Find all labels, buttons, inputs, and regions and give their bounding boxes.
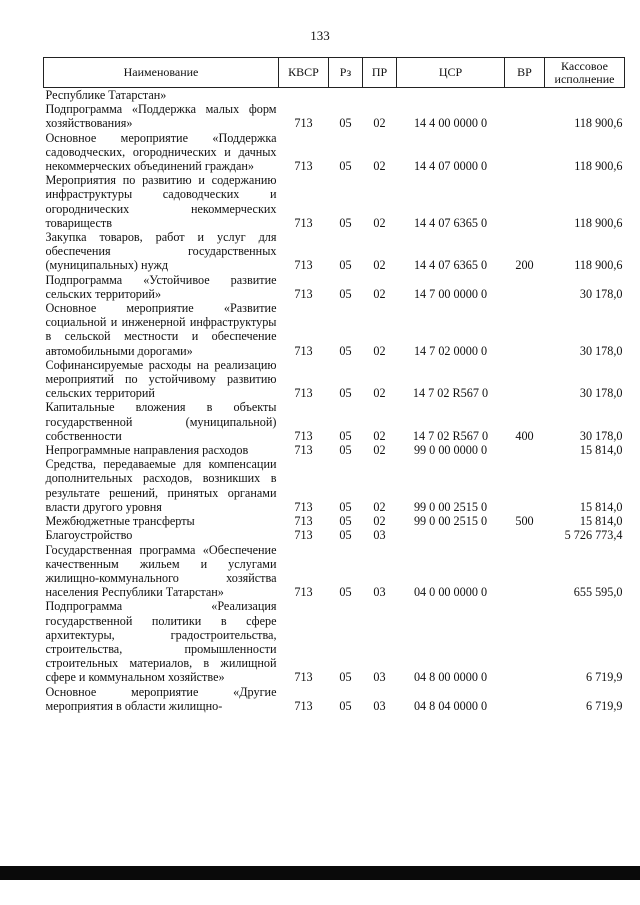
row-kvsr: 713	[294, 116, 313, 131]
table-row	[44, 88, 625, 103]
row-rz: 05	[339, 514, 352, 529]
table-row	[44, 131, 625, 174]
row-pr: 02	[373, 116, 386, 131]
row-rz: 05	[339, 286, 352, 301]
row-vr	[505, 131, 545, 174]
row-name: Подпрограмма «Поддержка малых форм хозяйствования»	[45, 102, 277, 131]
row-kvsr: 713	[294, 443, 313, 458]
row-pr: 02	[373, 514, 386, 529]
row-csr	[397, 88, 505, 103]
row-vr	[505, 528, 545, 542]
row-csr: 14 7 02 R567 0	[412, 428, 489, 443]
row-csr: 99 0 00 2515 0	[413, 514, 488, 529]
row-amount: 30 178,0	[579, 286, 623, 301]
row-pr: 03	[373, 585, 386, 600]
row-rz: 05	[339, 428, 352, 443]
row-csr: 14 7 00 0000 0	[413, 286, 488, 301]
row-vr	[505, 685, 545, 713]
row-amount: 118 900,6	[574, 116, 623, 131]
row-name: Основное мероприятие «Развитие социальной и инженерной инфраструктуры в сельской местности и обеспечение автомобильными дорогами»	[45, 301, 277, 358]
row-csr: 99 0 00 0000 0	[413, 443, 488, 458]
row-vr: 400	[515, 428, 534, 443]
row-rz: 05	[339, 386, 352, 401]
row-rz: 05	[339, 443, 352, 458]
table-row	[44, 273, 625, 301]
row-vr	[505, 173, 545, 230]
row-amount: 5 726 773,4	[564, 528, 623, 543]
row-kvsr: 713	[294, 514, 313, 529]
header-vr: ВР	[505, 58, 545, 88]
row-kvsr: 713	[294, 386, 313, 401]
row-rz	[329, 88, 363, 103]
row-vr: 500	[515, 514, 534, 529]
row-kvsr: 713	[294, 428, 313, 443]
row-amount: 118 900,6	[574, 159, 623, 174]
row-name: Мероприятия по развитию и содержанию инфраструктуры садоводческих и огороднических некоммерческих товариществ	[45, 173, 277, 230]
row-pr: 02	[373, 286, 386, 301]
row-pr: 03	[373, 698, 386, 713]
row-vr	[505, 457, 545, 514]
row-csr: 14 7 02 0000 0	[413, 343, 488, 358]
row-csr: 14 4 07 0000 0	[413, 159, 488, 174]
row-amount: 15 814,0	[579, 443, 623, 458]
row-csr: 14 7 02 R567 0	[412, 386, 489, 401]
row-amount: 15 814,0	[579, 499, 623, 514]
table-row	[44, 301, 625, 358]
row-vr	[505, 102, 545, 130]
row-rz: 05	[339, 159, 352, 174]
row-pr: 02	[373, 258, 386, 273]
row-csr	[397, 528, 505, 542]
row-kvsr: 713	[294, 499, 313, 514]
table-row	[44, 230, 625, 273]
row-pr: 02	[373, 159, 386, 174]
row-kvsr: 713	[294, 159, 313, 174]
row-amount: 118 900,6	[574, 258, 623, 273]
row-rz: 05	[339, 585, 352, 600]
row-name: Основное мероприятие «Поддержка садоводческих, огороднических и дачных некоммерческих объединений граждан»	[45, 130, 277, 174]
scan-edge-bar	[0, 866, 640, 880]
row-pr	[363, 88, 397, 103]
header-csr: ЦСР	[397, 58, 505, 88]
row-name: Закупка товаров, работ и услуг для обеспечения государственных (муниципальных) нужд	[45, 230, 277, 273]
row-pr: 02	[373, 499, 386, 514]
row-csr: 99 0 00 2515 0	[413, 499, 488, 514]
table-row	[44, 599, 625, 684]
row-amount: 15 814,0	[579, 514, 623, 529]
row-amount	[545, 88, 625, 103]
row-name: Межбюджетные трансферты	[45, 514, 195, 529]
row-kvsr: 713	[294, 698, 313, 713]
row-amount: 118 900,6	[574, 215, 623, 230]
row-pr: 02	[373, 443, 386, 458]
row-rz: 05	[339, 258, 352, 273]
header-kvsr: КВСР	[279, 58, 329, 88]
table-row	[44, 443, 625, 457]
row-pr: 02	[373, 215, 386, 230]
row-csr: 14 4 07 6365 0	[413, 258, 488, 273]
table-row	[44, 685, 625, 713]
row-amount: 655 595,0	[573, 585, 623, 600]
row-amount: 6 719,9	[585, 670, 623, 685]
header-name: Наименование	[44, 58, 279, 88]
row-vr	[505, 599, 545, 684]
row-name: Подпрограмма «Устойчивое развитие сельских территорий»	[45, 272, 277, 301]
table-row	[44, 514, 625, 528]
row-rz: 05	[339, 343, 352, 358]
table-row	[44, 400, 625, 443]
row-vr	[505, 88, 545, 103]
row-kvsr: 713	[294, 258, 313, 273]
row-vr	[505, 358, 545, 401]
table-header-row	[44, 58, 625, 88]
row-pr: 02	[373, 428, 386, 443]
row-vr	[505, 273, 545, 301]
page-number: 133	[310, 28, 330, 43]
row-vr	[505, 443, 545, 457]
row-rz: 05	[339, 499, 352, 514]
row-csr: 04 8 00 0000 0	[413, 670, 488, 685]
row-rz: 05	[339, 698, 352, 713]
row-kvsr: 713	[294, 343, 313, 358]
row-pr: 02	[373, 343, 386, 358]
row-pr: 03	[373, 670, 386, 685]
table-row	[44, 102, 625, 130]
table-row	[44, 528, 625, 542]
row-rz: 05	[339, 116, 352, 131]
row-kvsr: 713	[294, 528, 313, 543]
row-amount: 30 178,0	[579, 386, 623, 401]
row-vr	[505, 543, 545, 600]
header-amount: Кассовое исполнение	[545, 58, 625, 88]
row-name: Софинансируемые расходы на реализацию мероприятий по устойчивому развитию сельских территорий	[45, 357, 277, 401]
row-kvsr: 713	[294, 215, 313, 230]
budget-execution-table	[43, 57, 625, 713]
row-name: Благоустройство	[45, 528, 133, 543]
row-name: Основное мероприятие «Другие мероприятия в области жилищно-	[45, 684, 277, 713]
row-name: Средства, передаваемые для компенсации дополнительных расходов, возникших в результате решений, принятых органами власти другого уровня	[45, 457, 277, 514]
table-row	[44, 173, 625, 230]
row-csr: 04 8 04 0000 0	[413, 698, 488, 713]
row-pr: 03	[373, 528, 386, 543]
row-csr: 14 4 07 6365 0	[413, 215, 488, 230]
row-amount: 30 178,0	[579, 343, 623, 358]
header-rz: Рз	[329, 58, 363, 88]
row-amount: 30 178,0	[579, 428, 623, 443]
row-amount: 6 719,9	[585, 698, 623, 713]
row-vr	[505, 301, 545, 358]
row-name: Государственная программа «Обеспечение качественным жильем и услугами жилищно-коммунального хозяйства населения Республики Татарстан»	[45, 542, 277, 600]
row-kvsr: 713	[294, 585, 313, 600]
row-name: Подпрограмма «Реализация государственной политики в сфере архитектуры, градостроительства, строительства, промышленности строительных материалов, в жилищной сфере и коммунальном хозяйстве»	[45, 599, 277, 685]
row-rz: 05	[339, 528, 352, 543]
row-kvsr	[279, 88, 329, 103]
row-rz: 05	[339, 215, 352, 230]
header-pr: ПР	[363, 58, 397, 88]
row-rz: 05	[339, 670, 352, 685]
row-csr: 04 0 00 0000 0	[413, 585, 488, 600]
row-name: Республике Татарстан»	[45, 88, 167, 102]
row-name: Капитальные вложения в объекты государственной (муниципальной) собственности	[45, 400, 277, 443]
row-pr: 02	[373, 386, 386, 401]
row-vr: 200	[515, 258, 534, 273]
row-kvsr: 713	[294, 670, 313, 685]
row-name: Непрограммные направления расходов	[45, 443, 249, 458]
row-csr: 14 4 00 0000 0	[413, 116, 488, 131]
table-row	[44, 543, 625, 600]
table-row	[44, 457, 625, 514]
table-row	[44, 358, 625, 401]
row-kvsr: 713	[294, 286, 313, 301]
